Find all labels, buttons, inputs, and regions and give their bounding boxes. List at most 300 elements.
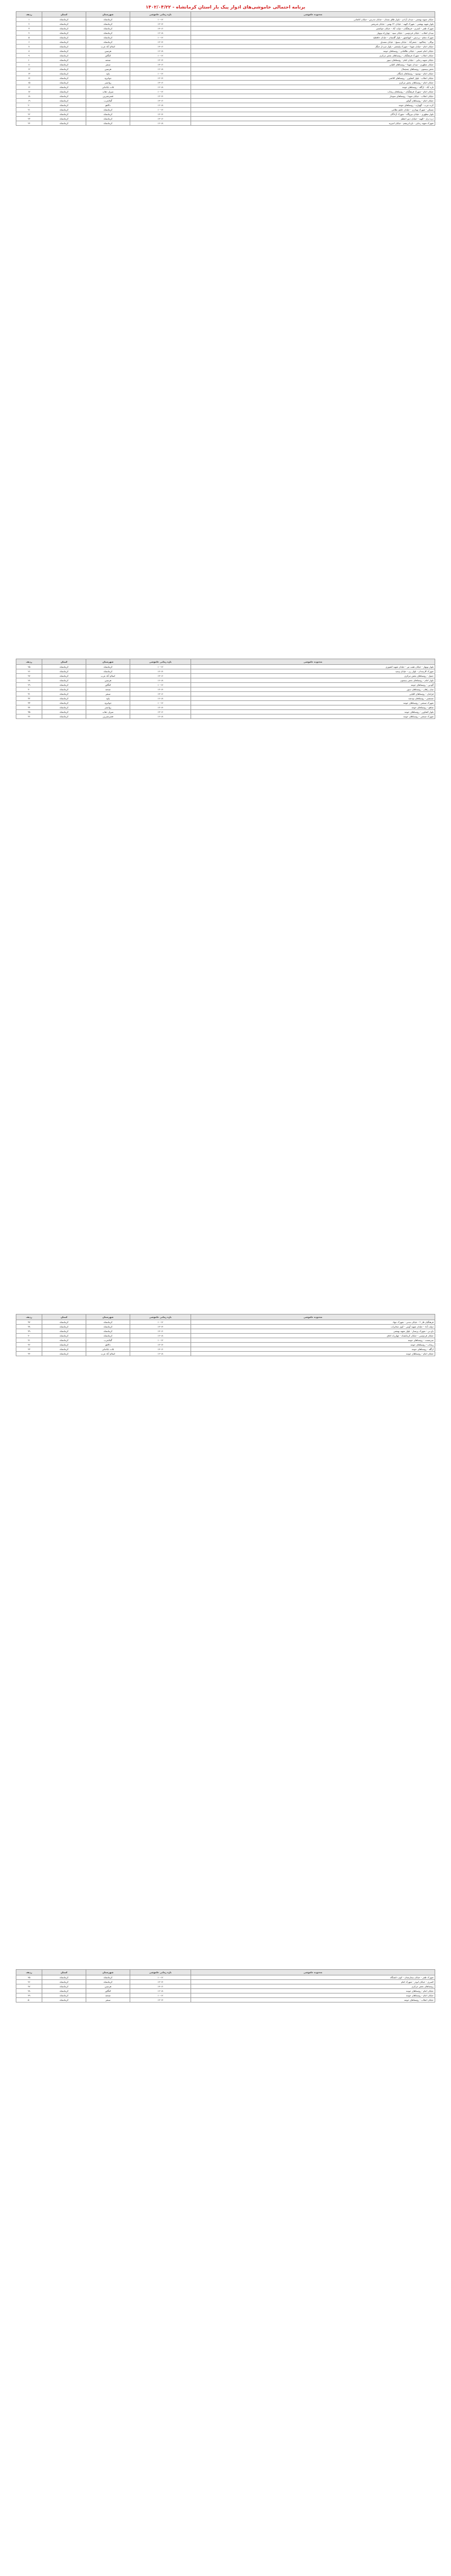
page-sheet <box>16 3 435 126</box>
cell-time: ۱۶-۱۸ <box>130 67 191 72</box>
cell-city: جوانرود <box>86 701 130 705</box>
header-time: بازه زمانی خاموشی <box>130 12 191 17</box>
cell-province: کرمانشاه <box>42 17 86 22</box>
header-city: شهرستان <box>86 12 130 17</box>
table-row <box>16 94 435 99</box>
cell-time: ۱۲-۱۴ <box>130 1343 191 1347</box>
cell-description: ریجاب - روستاهای حومه <box>191 1343 435 1347</box>
cell-city: کرمانشاه <box>86 17 130 22</box>
header-description: محدوده خاموشی <box>191 1315 435 1320</box>
cell-province: کرمانشاه <box>42 85 86 90</box>
cell-row-number: ۳۷ <box>16 1320 42 1325</box>
cell-province: کرمانشاه <box>42 63 86 67</box>
cell-time: ۱۲-۱۴ <box>130 705 191 710</box>
cell-row-number: ۱ <box>16 17 42 22</box>
cell-province: کرمانشاه <box>42 31 86 36</box>
cell-description: میان راهان - روستاهای دینور <box>191 687 435 692</box>
cell-time: ۱۲-۱۴ <box>130 94 191 99</box>
cell-description: بلوار مطهری - خیابان نیروگاه - شهرک آزادگان <box>191 112 435 117</box>
cell-city: دالاهو <box>86 1343 130 1347</box>
cell-time: ۱۶-۱۸ <box>130 103 191 108</box>
cell-description: شهرک ظفر - خیابان بیمارستان - کوی دانشگاه <box>191 1975 435 1980</box>
header-province: استان <box>42 1315 86 1320</box>
cell-province: کرمانشاه <box>42 678 86 683</box>
outage-table <box>16 659 435 719</box>
table-row <box>16 665 435 669</box>
cell-time: ۱۲-۱۴ <box>130 687 191 692</box>
cell-row-number: ۳۸ <box>16 1325 42 1329</box>
table-header <box>16 659 435 665</box>
table-row <box>16 1975 435 1980</box>
cell-city: گیلانغرب <box>86 99 130 103</box>
cell-row-number: ۲۱ <box>16 108 42 112</box>
cell-province: کرمانشاه <box>42 94 86 99</box>
cell-description: خیابان امام - روستاهای گواور <box>191 99 435 103</box>
table-row <box>16 714 435 719</box>
cell-province: کرمانشاه <box>42 669 86 674</box>
cell-city: هرسین <box>86 1984 130 1989</box>
cell-province: کرمانشاه <box>42 696 86 701</box>
cell-time: ۱۰-۱۲ <box>130 701 191 705</box>
cell-city: کنگاور <box>86 1989 130 1993</box>
cell-description: نوکان - چقاکبود - جعفرآباد - خیابان بسیج - خیابان مصدق <box>191 40 435 45</box>
cell-row-number: ۱۲ <box>16 67 42 72</box>
cell-city: اسلام آباد غرب <box>86 1352 130 1356</box>
cell-time: ۱۰-۱۲ <box>130 54 191 58</box>
cell-description: خیابان مطهری - میدان شهدا - روستاهای کلیایی <box>191 63 435 67</box>
table-row <box>16 103 435 108</box>
cell-time: ۱۲-۱۴ <box>130 22 191 27</box>
cell-description: شهرک معلم - پردیس - کیهانشهر - بلوار گلستان - خیابان حافظیه <box>191 36 435 40</box>
cell-description: تازه آباد - ازگله - روستاهای حومه <box>191 85 435 90</box>
cell-city: کرمانشاه <box>86 1320 130 1325</box>
table-row <box>16 72 435 76</box>
table-row <box>16 1325 435 1329</box>
cell-time: ۱۴-۱۶ <box>130 1984 191 1989</box>
cell-city: سرپل ذهاب <box>86 90 130 94</box>
table-row <box>16 1334 435 1338</box>
cell-time: ۱۶-۱۸ <box>130 49 191 54</box>
cell-province: کرمانشاه <box>42 67 86 72</box>
cell-city: اسلام آباد غرب <box>86 45 130 49</box>
cell-province: کرمانشاه <box>42 692 86 696</box>
cell-description: بلوار شهید بهشتی - شهرک الهیه - خیابان ۲۲ بهمن - خیابان شریعتی <box>191 22 435 27</box>
cell-row-number: ۲۳ <box>16 117 42 121</box>
cell-province: کرمانشاه <box>42 1989 86 1993</box>
cell-province: کرمانشاه <box>42 674 86 678</box>
table-row <box>16 1343 435 1347</box>
cell-city: اسلام آباد غرب <box>86 674 130 678</box>
cell-description: خیابان امام - خیابان شهدا - شهرک ولیعصر - بلوار سردار جنگل <box>191 45 435 49</box>
header-row: ردیف <box>16 1970 42 1975</box>
cell-time: ۱۴-۱۶ <box>130 99 191 103</box>
cell-city: پاوه <box>86 72 130 76</box>
cell-province: کرمانشاه <box>42 1343 86 1347</box>
cell-row-number: ۲ <box>16 22 42 27</box>
cell-province: کرمانشاه <box>42 1334 86 1338</box>
cell-city: کرمانشاه <box>86 121 130 126</box>
cell-description: خیابان فردوسی - خیابان کرمانشاه - چهارراه اجاق <box>191 1334 435 1338</box>
cell-province: کرمانشاه <box>42 710 86 714</box>
cell-time: ۱۰-۱۲ <box>130 1993 191 1998</box>
cell-province: کرمانشاه <box>42 1347 86 1352</box>
cell-city: سرپل ذهاب <box>86 710 130 714</box>
table-row <box>16 76 435 81</box>
cell-province: کرمانشاه <box>42 76 86 81</box>
cell-city: کرمانشاه <box>86 27 130 31</box>
cell-description: شهرک شهید رجایی - باغ ابریشم - خیابان امیریه <box>191 121 435 126</box>
cell-time: ۱۴-۱۶ <box>130 692 191 696</box>
cell-time: ۱۴-۱۶ <box>130 674 191 678</box>
cell-city: جوانرود <box>86 76 130 81</box>
cell-time: ۱۲-۱۴ <box>130 1980 191 1984</box>
cell-row-number: ۳۱ <box>16 692 42 696</box>
cell-description: میدان انقلاب - خیابان فردوسی - خیابان سپه - چهارراه نوبهار <box>191 31 435 36</box>
cell-description: دولت آباد - خیابان شهید آوینی - کوی مخابرات <box>191 1325 435 1329</box>
header-city: شهرستان <box>86 1970 130 1975</box>
cell-time: ۱۲-۱۴ <box>130 40 191 45</box>
table-row <box>16 49 435 54</box>
cell-row-number: ۴۰ <box>16 1334 42 1338</box>
cell-row-number: ۸ <box>16 49 42 54</box>
cell-province: کرمانشاه <box>42 81 86 85</box>
cell-city: هرسین <box>86 67 130 72</box>
cell-city: کرمانشاه <box>86 669 130 674</box>
cell-row-number: ۲۷ <box>16 674 42 678</box>
cell-row-number: ۳۵ <box>16 710 42 714</box>
cell-time: ۱۲-۱۴ <box>130 669 191 674</box>
cell-row-number: ۱۹ <box>16 99 42 103</box>
cell-description: خیابان امام - روستاهای حومه <box>191 1993 435 1998</box>
cell-province: کرمانشاه <box>42 58 86 63</box>
table-row <box>16 22 435 27</box>
header-row: ردیف <box>16 659 42 665</box>
cell-row-number: ۴ <box>16 31 42 36</box>
cell-description: شاهو - روستاهای حومه <box>191 705 435 710</box>
table-row <box>16 63 435 67</box>
page-sheet <box>16 659 435 719</box>
cell-row-number: ۶ <box>16 40 42 45</box>
cell-city: کنگاور <box>86 683 130 687</box>
cell-time: ۱۰-۱۲ <box>130 1320 191 1325</box>
header-province: استان <box>42 1970 86 1975</box>
cell-province: کرمانشاه <box>42 1975 86 1980</box>
cell-description: حمیل - روستاهای بخش مرکزی <box>191 674 435 678</box>
cell-row-number: ۱۵ <box>16 81 42 85</box>
cell-description: مسکن - شهرک بهداری - خیابان حکیم نظامی <box>191 108 435 112</box>
cell-city: صحنه <box>86 687 130 692</box>
cell-description: خیابان انقلاب - بلوار کشاورز - روستاهای کلاشی <box>191 76 435 81</box>
cell-row-number: ۳ <box>16 27 42 31</box>
cell-province: کرمانشاه <box>42 72 86 76</box>
header-province: استان <box>42 12 86 17</box>
cell-province: کرمانشاه <box>42 1998 86 2002</box>
cell-province: کرمانشاه <box>42 117 86 121</box>
table-row <box>16 683 435 687</box>
table-row <box>16 1329 435 1334</box>
cell-time: ۱۰-۱۲ <box>130 90 191 94</box>
cell-row-number: ۱۷ <box>16 90 42 94</box>
cell-row-number: ۴۴ <box>16 1352 42 1356</box>
header-description: محدوده خاموشی <box>191 1970 435 1975</box>
cell-city: ثلاث باباجانی <box>86 85 130 90</box>
cell-row-number: ۲۴ <box>16 121 42 126</box>
cell-description: فرامان - روستاهای کلیایی <box>191 692 435 696</box>
cell-time: ۱۶-۱۸ <box>130 696 191 701</box>
cell-city: کرمانشاه <box>86 117 130 121</box>
table-row <box>16 67 435 72</box>
cell-province: کرمانشاه <box>42 22 86 27</box>
cell-description: شهرک کارمندان - بلوار زن - خیابان وحید <box>191 669 435 674</box>
cell-province: کرمانشاه <box>42 90 86 94</box>
cell-description: بلوار کشاورز - روستاهای حومه <box>191 710 435 714</box>
cell-province: کرمانشاه <box>42 1352 86 1356</box>
cell-province: کرمانشاه <box>42 99 86 103</box>
table-row <box>16 54 435 58</box>
cell-city: کرمانشاه <box>86 1975 130 1980</box>
cell-row-number: ۳۴ <box>16 705 42 710</box>
cell-time: ۱۲-۱۴ <box>130 1998 191 2002</box>
cell-time: ۱۰-۱۲ <box>130 683 191 687</box>
table-row <box>16 669 435 674</box>
table-row <box>16 36 435 40</box>
cell-city: صحنه <box>86 58 130 63</box>
cell-row-number: ۹ <box>16 54 42 58</box>
table-row <box>16 1347 435 1352</box>
cell-city: قصرشیرین <box>86 714 130 719</box>
cell-city: سنقر <box>86 692 130 696</box>
table-row <box>16 27 435 31</box>
header-time: بازه زمانی خاموشی <box>130 1970 191 1975</box>
cell-city: کرمانشاه <box>86 1980 130 1984</box>
cell-row-number: ۳۶ <box>16 714 42 719</box>
cell-time: ۱۲-۱۴ <box>130 1325 191 1329</box>
cell-description: دره دراز - الهیه - خیابان دبیر اعظم <box>191 117 435 121</box>
cell-row-number: ۲۵ <box>16 665 42 669</box>
table-row <box>16 696 435 701</box>
cell-province: کرمانشاه <box>42 687 86 692</box>
table-row <box>16 81 435 85</box>
cell-province: کرمانشاه <box>42 701 86 705</box>
cell-row-number: ۲۸ <box>16 678 42 683</box>
cell-description: شهرک صنعتی - روستاهای حومه <box>191 701 435 705</box>
cell-city: قصرشیرین <box>86 94 130 99</box>
cell-city: کرمانشاه <box>86 22 130 27</box>
cell-description: بلوار نوبهار - خیابان هفت تیر - خیابان شهید کشوری <box>191 665 435 669</box>
table-row <box>16 678 435 683</box>
outage-table <box>16 1314 435 1356</box>
table-header <box>16 1970 435 1975</box>
cell-province: کرمانشاه <box>42 1329 86 1334</box>
cell-description: روستاهای بخش مرکزی <box>191 1984 435 1989</box>
cell-description: سرمست - روستاهای حومه <box>191 1338 435 1343</box>
cell-row-number: ۴۲ <box>16 1343 42 1347</box>
cell-row-number: ۱۶ <box>16 85 42 90</box>
cell-time: ۱۰-۱۲ <box>130 1338 191 1343</box>
cell-time: ۱۶-۱۸ <box>130 678 191 683</box>
table-row <box>16 692 435 696</box>
cell-description: خیابان انقلاب - خیابان شهدا - روستاهای سومار <box>191 94 435 99</box>
header-time: بازه زمانی خاموشی <box>130 1315 191 1320</box>
cell-description: فرهنگیان فاز ۲ - خیابان مدنی - شهرک جهاد <box>191 1320 435 1325</box>
table-row <box>16 687 435 692</box>
cell-province: کرمانشاه <box>42 121 86 126</box>
header-time: بازه زمانی خاموشی <box>130 659 191 665</box>
cell-row-number: ۱۴ <box>16 76 42 81</box>
cell-province: کرمانشاه <box>42 683 86 687</box>
cell-time: ۱۴-۱۶ <box>130 81 191 85</box>
table-row <box>16 1320 435 1325</box>
cell-row-number: ۴۵ <box>16 1975 42 1980</box>
cell-time: ۱۴-۱۶ <box>130 710 191 714</box>
cell-time: ۱۰-۱۲ <box>130 72 191 76</box>
cell-description: خیابان امام - نوسود - روستاهای باینگان <box>191 72 435 76</box>
cell-time: ۱۰-۱۲ <box>130 665 191 669</box>
cell-row-number: ۳۲ <box>16 696 42 701</box>
cell-row-number: ۴۳ <box>16 1347 42 1352</box>
cell-row-number: ۱۱ <box>16 63 42 67</box>
cell-description: خیابان امام - روستاهای بخش مرکزی <box>191 81 435 85</box>
cell-city: کرمانشاه <box>86 1329 130 1334</box>
header-description: محدوده خاموشی <box>191 12 435 17</box>
cell-province: کرمانشاه <box>42 103 86 108</box>
cell-description: ازگله - روستاهای حومه <box>191 1347 435 1352</box>
table-row <box>16 710 435 714</box>
cell-province: کرمانشاه <box>42 1993 86 1998</box>
cell-time: ۱۴-۱۶ <box>130 1329 191 1334</box>
cell-time: ۱۰-۱۲ <box>130 1975 191 1980</box>
cell-row-number: ۴۷ <box>16 1984 42 1989</box>
cell-city: پاوه <box>86 696 130 701</box>
table-row <box>16 85 435 90</box>
cell-province: کرمانشاه <box>42 1320 86 1325</box>
cell-city: کرمانشاه <box>86 1325 130 1329</box>
cell-row-number: ۵۰ <box>16 1998 42 2002</box>
cell-province: کرمانشاه <box>42 36 86 40</box>
cell-time: ۱۰-۱۲ <box>130 17 191 22</box>
table-row <box>16 1984 435 1989</box>
cell-province: کرمانشاه <box>42 1325 86 1329</box>
table-row <box>16 705 435 710</box>
cell-province: کرمانشاه <box>42 714 86 719</box>
cell-description: باغ نی - شهرک پرستار - بلوار شهید بهشتی <box>191 1329 435 1334</box>
cell-description: خیابان امام - شهرک فرهنگیان - روستاهای ریجاب <box>191 90 435 94</box>
header-row: ردیف <box>16 1315 42 1320</box>
table-header <box>16 12 435 17</box>
cell-time: ۱۴-۱۶ <box>130 45 191 49</box>
cell-row-number: ۴۱ <box>16 1338 42 1343</box>
table-row <box>16 17 435 22</box>
cell-row-number: ۴۶ <box>16 1980 42 1984</box>
cell-time: ۱۶-۱۸ <box>130 121 191 126</box>
cell-description: شهرک ظفر - کسری - فرهنگیان - دولت آباد - خیابان جوانشیر <box>191 27 435 31</box>
cell-time: ۱۲-۱۴ <box>130 76 191 81</box>
table-row <box>16 108 435 112</box>
cell-time: ۱۲-۱۴ <box>130 112 191 117</box>
page-sheet <box>16 1969 435 2002</box>
cell-province: کرمانشاه <box>42 1980 86 1984</box>
cell-city: کنگاور <box>86 54 130 58</box>
cell-description: خیابان شهید بهشتی - میدان آزادی - بلوار طاق بستان - خیابان مدرس - خیابان کاشانی <box>191 17 435 22</box>
cell-row-number: ۲۹ <box>16 683 42 687</box>
cell-description: خیابان امام خمینی - خیابان طالقانی - روستاهای حومه <box>191 49 435 54</box>
cell-description: خیابان امام - روستاهای حومه <box>191 1352 435 1356</box>
header-description: محدوده خاموشی <box>191 659 435 665</box>
cell-city: ثلاث باباجانی <box>86 1347 130 1352</box>
table-row <box>16 99 435 103</box>
cell-province: کرمانشاه <box>42 45 86 49</box>
table-header <box>16 1315 435 1320</box>
cell-city: روانسر <box>86 81 130 85</box>
cell-city: صحنه <box>86 1993 130 1998</box>
cell-city: کرمانشاه <box>86 112 130 117</box>
cell-city: هرسین <box>86 678 130 683</box>
cell-city: کرمانشاه <box>86 36 130 40</box>
cell-description: کسری - خیابان ابوذر - شهرک امام <box>191 1980 435 1984</box>
cell-city: گیلانغرب <box>86 1338 130 1343</box>
header-row: ردیف <box>16 12 42 17</box>
cell-city: کرمانشاه <box>86 31 130 36</box>
cell-description: خیابان شهید رجایی - خیابان امام - روستاهای دینور <box>191 58 435 63</box>
cell-row-number: ۲۰ <box>16 103 42 108</box>
page-sheet <box>16 1314 435 1356</box>
cell-description: بلوار امام - روستاهای بخش بیستون <box>191 678 435 683</box>
table-row <box>16 121 435 126</box>
cell-description: کرند غرب - گهواره - روستاهای حومه <box>191 103 435 108</box>
cell-description: خیابان انقلاب - روستاهای حومه <box>191 1998 435 2002</box>
cell-city: کرمانشاه <box>86 1334 130 1338</box>
document-title: برنامه احتمالی خاموشی‌های ادوار پیک بار استان کرمانشاه - ۱۴۰۲/۰۴/۲۲ <box>145 5 306 10</box>
table-row <box>16 1989 435 1993</box>
cell-province: کرمانشاه <box>42 665 86 669</box>
cell-time: ۱۶-۱۸ <box>130 714 191 719</box>
table-row <box>16 117 435 121</box>
cell-time: ۱۶-۱۸ <box>130 85 191 90</box>
cell-description: شمشیر - روستاهای نودشه <box>191 696 435 701</box>
cell-description: خیابان انقلاب - شهرک فرهنگیان - روستاهای بخش مرکزی <box>191 54 435 58</box>
cell-province: کرمانشاه <box>42 705 86 710</box>
table-row <box>16 31 435 36</box>
header-province: استان <box>42 659 86 665</box>
cell-time: ۱۶-۱۸ <box>130 1989 191 1993</box>
cell-row-number: ۷ <box>16 45 42 49</box>
cell-time: ۱۶-۱۸ <box>130 31 191 36</box>
table-row <box>16 1998 435 2002</box>
header-city: شهرستان <box>86 659 130 665</box>
cell-time: ۱۴-۱۶ <box>130 117 191 121</box>
table-row <box>16 1993 435 1998</box>
cell-description: خیابان امام - روستاهای حومه <box>191 1989 435 1993</box>
cell-time: ۱۰-۱۲ <box>130 36 191 40</box>
cell-row-number: ۳۰ <box>16 687 42 692</box>
cell-city: کرمانشاه <box>86 108 130 112</box>
cell-row-number: ۲۶ <box>16 669 42 674</box>
cell-description: گودین - روستاهای حومه <box>191 683 435 687</box>
cell-city: سنقر <box>86 63 130 67</box>
outage-table <box>16 11 435 126</box>
table-row <box>16 45 435 49</box>
table-row <box>16 1338 435 1343</box>
table-row <box>16 40 435 45</box>
cell-city: روانسر <box>86 705 130 710</box>
cell-time: ۱۶-۱۸ <box>130 1352 191 1356</box>
table-row <box>16 674 435 678</box>
cell-row-number: ۴۸ <box>16 1989 42 1993</box>
cell-province: کرمانشاه <box>42 1984 86 1989</box>
cell-province: کرمانشاه <box>42 54 86 58</box>
cell-time: ۱۰-۱۲ <box>130 108 191 112</box>
table-row <box>16 1352 435 1356</box>
